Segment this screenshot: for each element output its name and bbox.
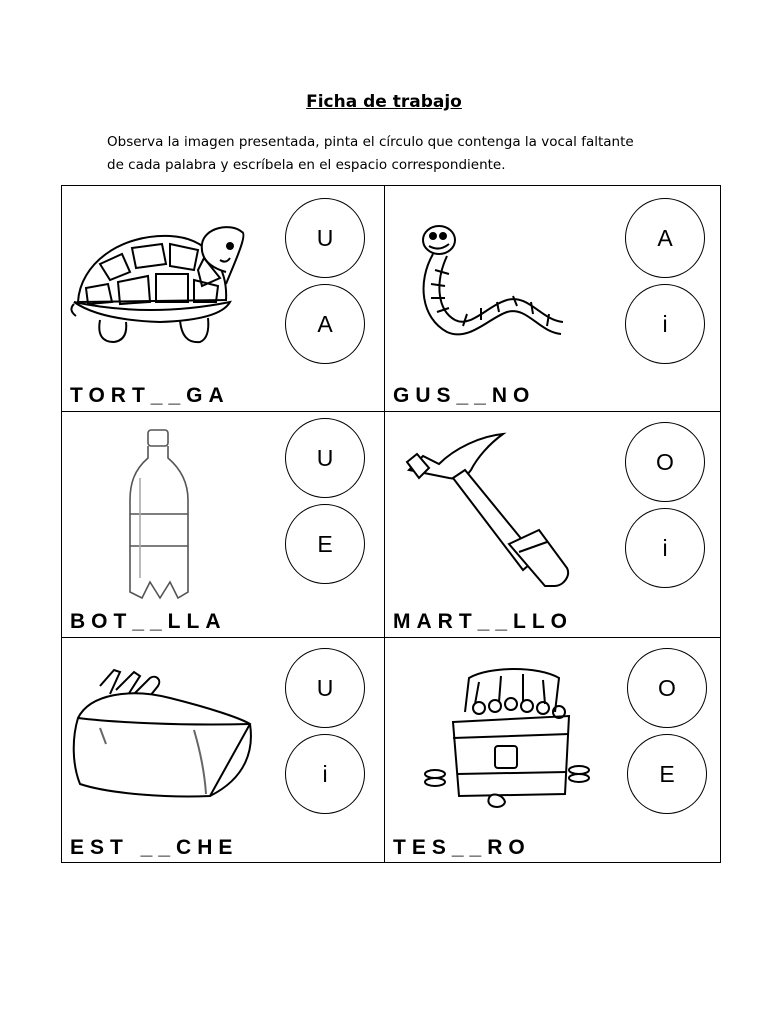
exercise-cell-worm [385,186,707,412]
vowel-option-circle[interactable]: i [625,508,705,588]
treasure-chest-illustration [419,658,595,818]
instructions [107,131,707,177]
vowel-option-circle[interactable]: O [625,422,705,502]
worm-illustration [411,222,571,356]
pencil-case-illustration [70,664,260,814]
vowel-option-circle[interactable]: U [285,418,365,498]
exercise-cell-treasure-chest [385,638,707,864]
vowel-option-circle[interactable]: i [625,284,705,364]
incomplete-word: EST __CHE [70,836,239,859]
instructions-line-1: Observa la imagen presentada, pinta el círculo que contenga la vocal faltante [107,134,634,150]
vowel-option-circle[interactable]: A [625,198,705,278]
incomplete-word: TES__RO [393,836,531,859]
vowel-option-circle[interactable]: E [627,734,707,814]
bottle-illustration [126,428,192,600]
exercise-cell-turtle [62,186,384,412]
exercise-cell-hammer [385,412,707,638]
instructions-line-2: de cada palabra y escríbela en el espacio correspondiente. [107,157,506,173]
vowel-option-circle[interactable]: O [627,648,707,728]
incomplete-word: BOT__LLA [70,610,227,633]
vowel-option-circle[interactable]: U [285,198,365,278]
vowel-option-circle[interactable]: i [285,734,365,814]
incomplete-word: MART__LLO [393,610,573,633]
turtle-illustration [70,224,256,358]
vowel-option-circle[interactable]: E [285,504,365,584]
vowel-option-circle[interactable]: U [285,648,365,728]
incomplete-word: TORT__GA [70,384,230,407]
hammer-illustration [405,430,575,596]
exercise-cell-bottle [62,412,384,638]
page-title: Ficha de trabajo [306,92,462,112]
vowel-option-circle[interactable]: A [285,284,365,364]
exercise-cell-pencil-case [62,638,384,864]
exercise-grid [61,185,721,863]
incomplete-word: GUS__NO [393,384,536,407]
